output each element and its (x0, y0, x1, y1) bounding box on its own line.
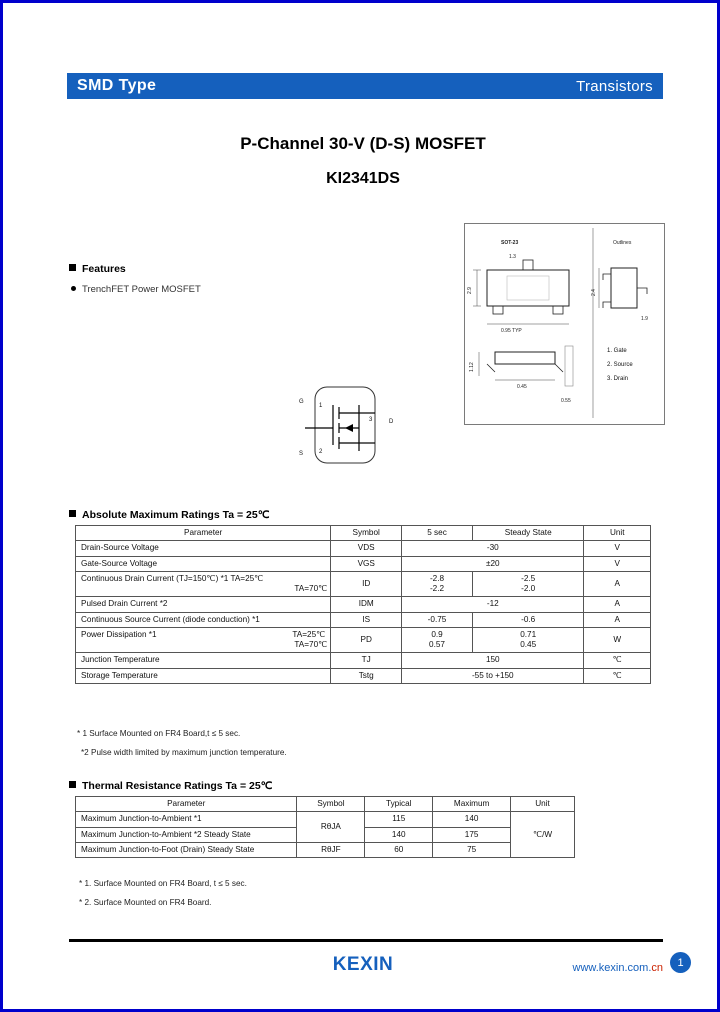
svg-text:2. Source: 2. Source (607, 362, 633, 368)
round-bullet-icon (71, 286, 76, 291)
svg-text:2.4: 2.4 (591, 289, 597, 296)
col-maximum: Maximum (433, 797, 511, 812)
svg-text:1.3: 1.3 (509, 254, 516, 260)
absolute-max-heading-label: Absolute Maximum Ratings Ta = 25℃ (82, 509, 270, 521)
cell-parameter: Storage Temperature (76, 668, 331, 683)
cell-parameter: Maximum Junction-to-Ambient *1 (76, 812, 297, 827)
website-link[interactable] (573, 962, 663, 974)
cell-unit: ℃/W (511, 812, 575, 858)
absolute-max-note-1: * 1 Surface Mounted on FR4 Board,t ≤ 5 sec. (77, 729, 241, 738)
col-5sec: 5 sec (402, 526, 473, 541)
cell-value: -55 to +150 (402, 668, 584, 683)
thermal-heading (69, 780, 272, 792)
features-heading (69, 263, 126, 275)
cell-symbol: VDS (331, 541, 402, 556)
cell-5sec (402, 627, 473, 653)
svg-text:G: G (299, 399, 304, 405)
cell-maximum: 175 (433, 827, 511, 842)
page-number-badge: 1 (670, 952, 691, 973)
cell-value: 150 (402, 653, 584, 668)
svg-text:2: 2 (319, 449, 323, 455)
cell-typical: 140 (365, 827, 433, 842)
svg-text:3. Drain: 3. Drain (607, 376, 629, 382)
svg-text:3: 3 (369, 417, 373, 423)
svg-text:Outlines: Outlines (613, 240, 632, 246)
col-parameter: Parameter (76, 797, 297, 812)
cell-symbol: PD (331, 627, 402, 653)
cell-parameter: Maximum Junction-to-Ambient *2 Steady State (76, 827, 297, 842)
header-left-label: SMD Type (77, 77, 157, 94)
cell-symbol: VGS (331, 556, 402, 571)
table-header-row (76, 526, 651, 541)
cell-parameter-line1: Continuous Drain Current (TJ=150℃) *1 TA=25℃ (81, 573, 264, 583)
company-logo: KEXIN (332, 954, 394, 975)
cell-symbol: IDM (331, 597, 402, 612)
svg-text:1: 1 (319, 403, 323, 409)
svg-text:1.9: 1.9 (641, 316, 648, 322)
website-tld: cn (651, 962, 663, 974)
part-number: KI2341DS (326, 170, 400, 187)
features-heading-label: Features (82, 263, 126, 275)
cell-parameter: Pulsed Drain Current *2 (76, 597, 331, 612)
website-text: www.kexin.com. (572, 962, 652, 974)
footer-divider (69, 939, 663, 942)
cell-parameter: Maximum Junction-to-Foot (Drain) Steady State (76, 842, 297, 857)
cell-5sec-b: 0.57 (429, 640, 445, 649)
cell-steady-b: 0.45 (520, 640, 537, 649)
header-banner (67, 73, 663, 99)
svg-text:1.12: 1.12 (469, 362, 475, 372)
cell-steady-b: -2.0 (521, 584, 536, 593)
cell-parameter (76, 571, 331, 597)
cell-5sec: -0.75 (402, 612, 473, 627)
table-row (76, 668, 651, 683)
cell-steady (472, 571, 584, 597)
cell-5sec-b: -2.2 (429, 584, 445, 593)
table-header-row (76, 797, 575, 812)
table-row (76, 612, 651, 627)
square-bullet-icon (69, 510, 76, 517)
cell-5sec (402, 571, 473, 597)
cell-value: ±20 (402, 556, 584, 571)
thermal-heading-label: Thermal Resistance Ratings Ta = 25℃ (82, 780, 273, 792)
svg-text:0.55: 0.55 (561, 398, 571, 404)
cell-symbol: Tstg (331, 668, 402, 683)
absolute-max-table (75, 525, 651, 684)
cell-parameter: Drain-Source Voltage (76, 541, 331, 556)
cell-steady: -0.6 (472, 612, 584, 627)
table-row (76, 653, 651, 668)
cell-symbol: IS (331, 612, 402, 627)
cell-5sec-a: -2.8 (429, 573, 445, 583)
cell-steady (472, 627, 584, 653)
cell-unit: ℃ (584, 668, 651, 683)
cell-maximum: 140 (433, 812, 511, 827)
cell-steady-a: -2.5 (521, 573, 536, 583)
thermal-table (75, 796, 575, 858)
schematic-symbol (285, 375, 415, 475)
cell-typical: 115 (365, 812, 433, 827)
page-content (17, 17, 709, 1001)
table-row (76, 842, 575, 857)
features-item-label: TrenchFET Power MOSFET (82, 284, 201, 295)
col-symbol: Symbol (331, 526, 402, 541)
cell-parameter-ta1: TA=25℃ (292, 629, 326, 639)
col-unit: Unit (584, 526, 651, 541)
page-title: P-Channel 30-V (D-S) MOSFET (240, 134, 486, 153)
thermal-note-1: * 1. Surface Mounted on FR4 Board, t ≤ 5 sec. (79, 879, 247, 888)
features-item (71, 284, 201, 295)
table-row (76, 597, 651, 612)
cell-unit: V (584, 541, 651, 556)
cell-unit: A (584, 612, 651, 627)
svg-text:0.45: 0.45 (517, 384, 527, 390)
cell-unit: ℃ (584, 653, 651, 668)
table-row (76, 541, 651, 556)
table-row (76, 571, 651, 597)
col-steady: Steady State (472, 526, 584, 541)
cell-parameter: Junction Temperature (76, 653, 331, 668)
cell-symbol: RθJA (297, 812, 365, 843)
svg-text:SOT-23: SOT-23 (501, 240, 519, 246)
table-row (76, 627, 651, 653)
col-unit: Unit (511, 797, 575, 812)
cell-parameter-line2: TA=70℃ (294, 584, 328, 593)
svg-text:1. Gate: 1. Gate (607, 348, 627, 354)
cell-parameter: Continuous Source Current (diode conduction) *1 (76, 612, 331, 627)
header-right-label: Transistors (576, 77, 653, 95)
cell-5sec-a: 0.9 (431, 629, 443, 639)
svg-text:0.95 TYP: 0.95 TYP (501, 328, 522, 334)
svg-text:S: S (299, 451, 304, 457)
cell-parameter-text: Power Dissipation *1 (81, 629, 157, 639)
cell-unit: A (584, 597, 651, 612)
square-bullet-icon (69, 264, 76, 271)
col-symbol: Symbol (297, 797, 365, 812)
cell-typical: 60 (365, 842, 433, 857)
cell-parameter-ta2: TA=70℃ (294, 640, 328, 649)
absolute-max-heading (69, 509, 270, 521)
cell-value: -12 (402, 597, 584, 612)
cell-parameter: Gate-Source Voltage (76, 556, 331, 571)
svg-text:D: D (389, 419, 394, 425)
cell-parameter (76, 627, 331, 653)
cell-unit: A (584, 571, 651, 597)
svg-text:2.9: 2.9 (467, 287, 473, 294)
cell-maximum: 75 (433, 842, 511, 857)
square-bullet-icon (69, 781, 76, 788)
cell-value: -30 (402, 541, 584, 556)
absolute-max-note-2: *2 Pulse width limited by maximum junction temperature. (81, 748, 287, 757)
cell-symbol: RθJF (297, 842, 365, 857)
cell-symbol: ID (331, 571, 402, 597)
cell-parameter-line1 (81, 630, 327, 640)
package-drawing (464, 223, 665, 425)
table-row (76, 812, 575, 827)
col-parameter: Parameter (76, 526, 331, 541)
thermal-note-2: * 2. Surface Mounted on FR4 Board. (79, 898, 212, 907)
table-row (76, 556, 651, 571)
cell-unit: W (584, 627, 651, 653)
cell-symbol: TJ (331, 653, 402, 668)
col-typical: Typical (365, 797, 433, 812)
cell-steady-a: 0.71 (520, 629, 537, 639)
cell-unit: V (584, 556, 651, 571)
